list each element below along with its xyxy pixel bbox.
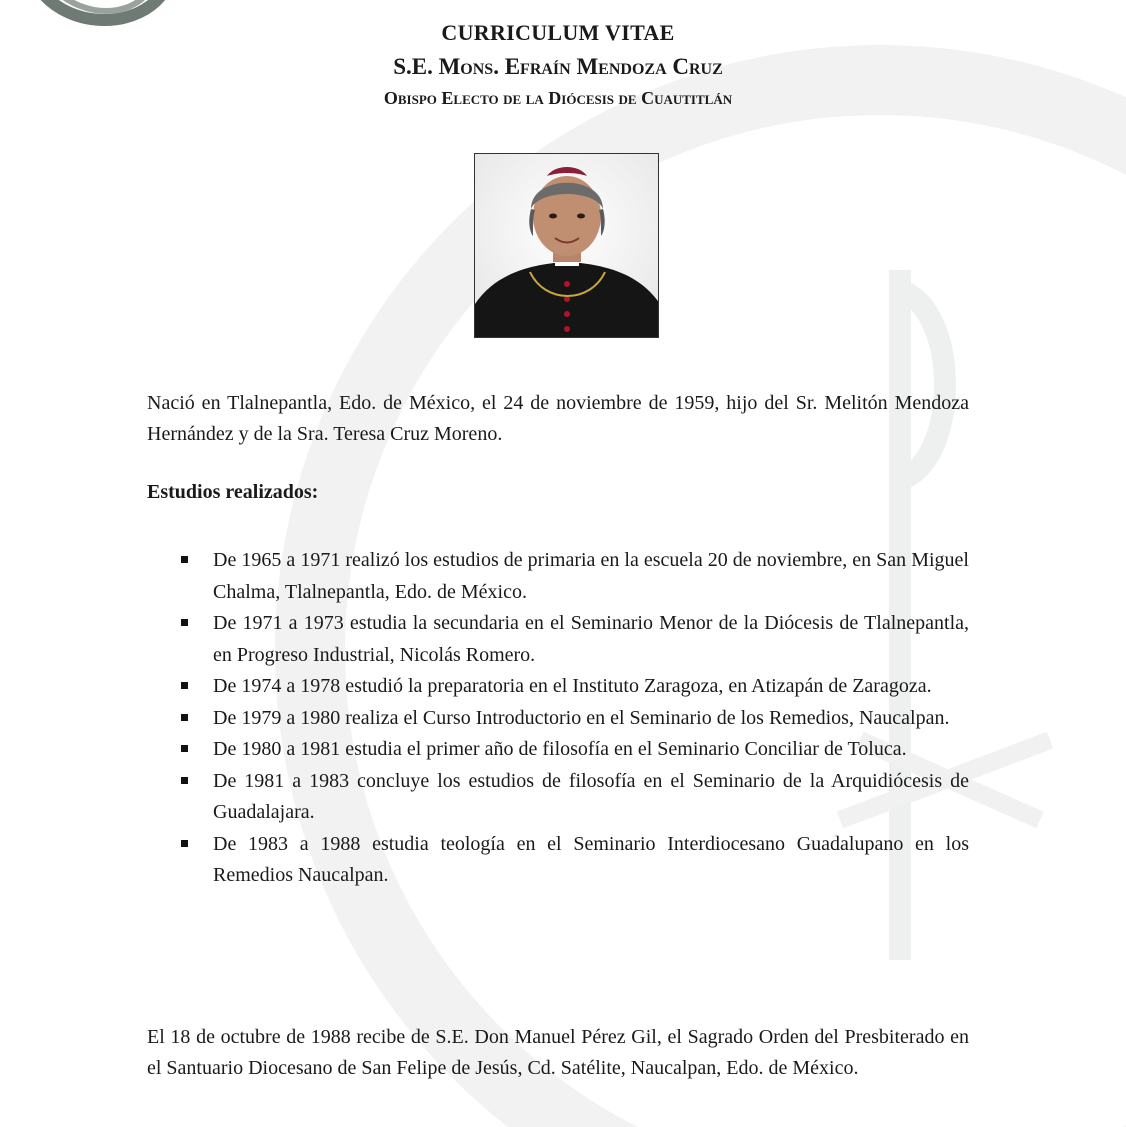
square-bullet-icon [181,714,188,721]
list-item: De 1974 a 1978 estudió la preparatoria en el Instituto Zaragoza, en Atizapán de Zaragoza. [213,671,969,703]
list-item: De 1979 a 1980 realiza el Curso Introductorio en el Seminario de los Remedios, Naucalpan. [213,703,969,735]
list-item: De 1983 a 1988 estudia teología en el Seminario Interdiocesano Guadalupano en los Remedios Naucalpan. [213,829,969,892]
square-bullet-icon [181,619,188,626]
list-item: De 1981 a 1983 concluye los estudios de filosofía en el Seminario de la Arquidiócesis de Guadalajara. [213,766,969,829]
ordination-paragraph: El 18 de octubre de 1988 recibe de S.E. Don Manuel Pérez Gil, el Sagrado Orden del Presbiterado en el Santuario Diocesano de San Felipe de Jesús, Cd. Satélite, Naucalpan, Edo. de México. [147,1026,969,1079]
square-bullet-icon [181,840,188,847]
portrait-illustration [475,154,659,338]
document-title: CURRICULUM VITAE [441,20,675,45]
bishop-name: S.E. Mons. Efraín Mendoza Cruz [393,54,723,79]
list-item: De 1965 a 1971 realizó los estudios de primaria en la escuela 20 de noviembre, en San Miguel Chalma, Tlalnepantla, Edo. de México. [213,545,969,608]
square-bullet-icon [181,556,188,563]
studies-list [213,545,969,892]
list-item: De 1971 a 1973 estudia la secundaria en el Seminario Menor de la Diócesis de Tlalnepantla, en Progreso Industrial, Nicolás Romero. [213,608,969,671]
square-bullet-icon [181,777,188,784]
birth-paragraph: Nació en Tlalnepantla, Edo. de México, el 24 de noviembre de 1959, hijo del Sr. Melitón Mendoza Hernández y de la Sra. Teresa Cruz Moreno. [147,392,969,445]
portrait-photo [474,153,659,338]
square-bullet-icon [181,682,188,689]
list-item: De 1980 a 1981 estudia el primer año de filosofía en el Seminario Conciliar de Toluca. [213,734,969,766]
bishop-role: Obispo Electo de la Diócesis de Cuautitlán [383,88,733,108]
studies-heading: Estudios realizados: [147,481,319,503]
square-bullet-icon [181,745,188,752]
